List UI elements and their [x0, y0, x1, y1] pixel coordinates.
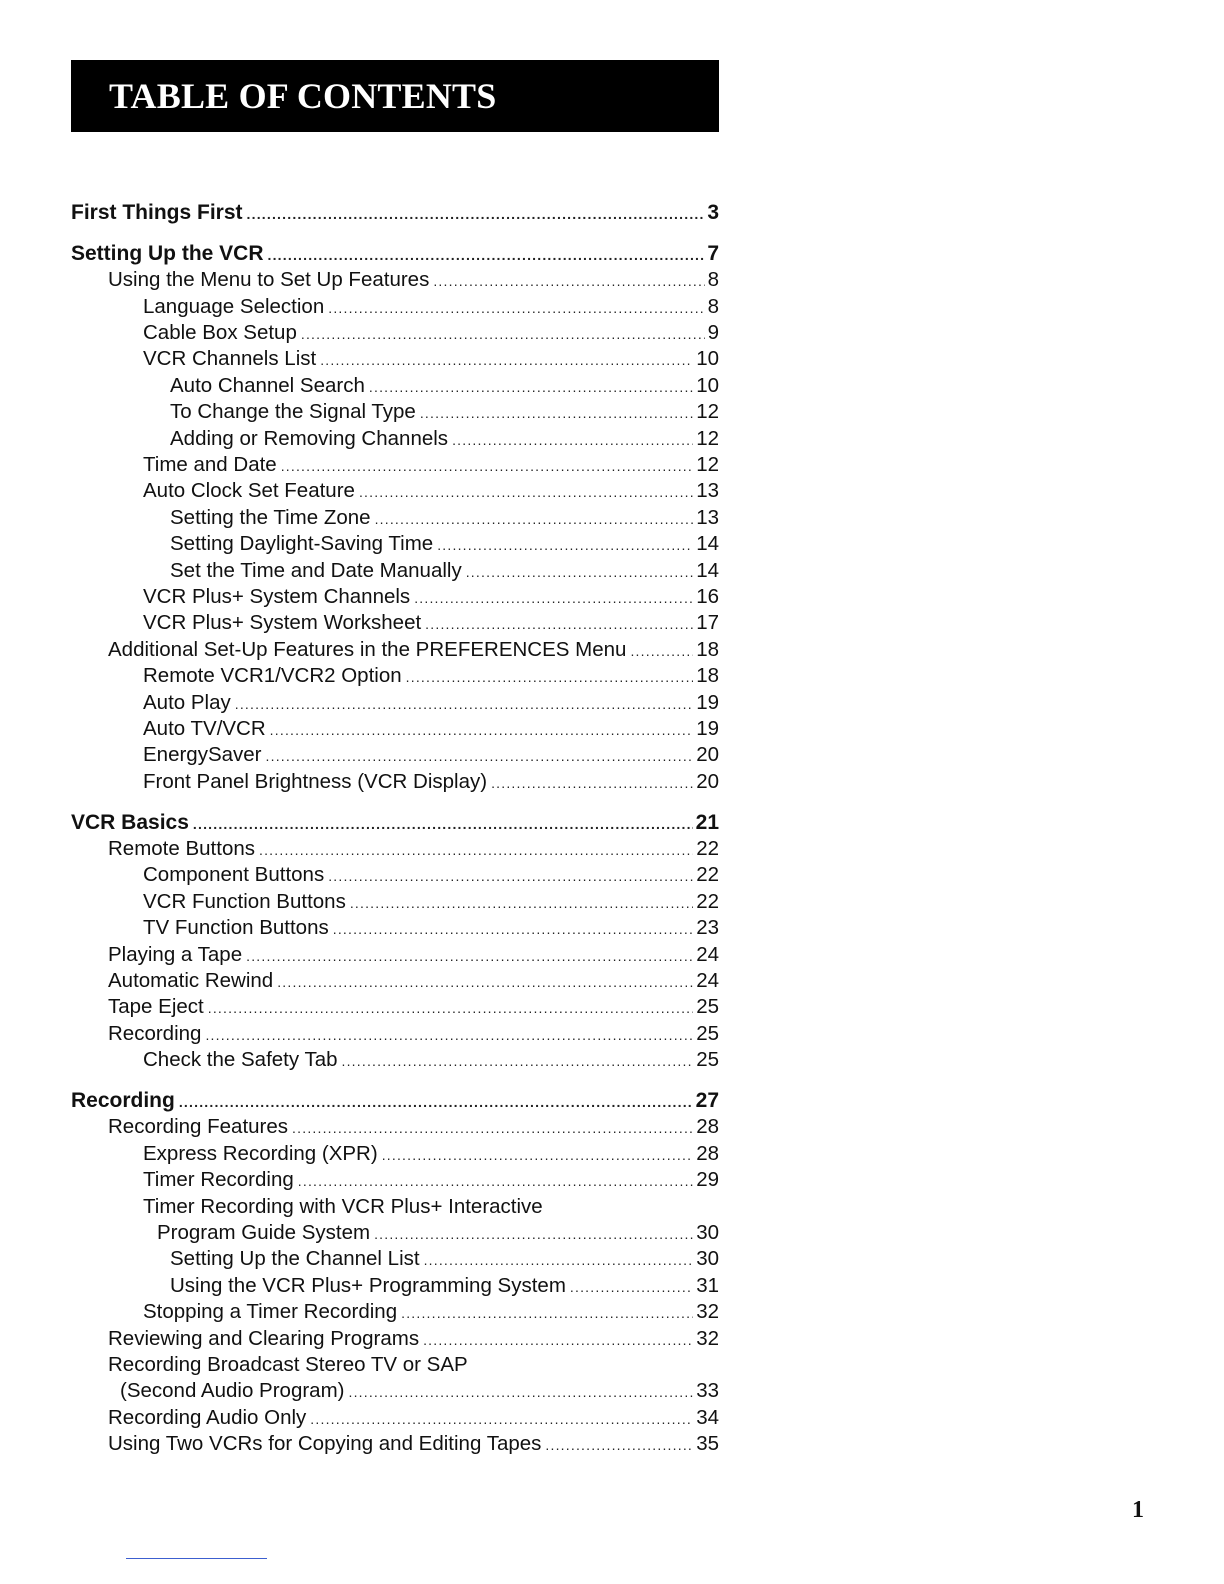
- toc-entry: [71, 1047, 719, 1073]
- toc-entry-page: 24: [696, 968, 719, 992]
- dot-leader: [375, 506, 694, 532]
- toc-entry: [71, 346, 719, 372]
- toc-entry: [71, 531, 719, 557]
- toc-entry-title: Using the Menu to Set Up Features: [108, 268, 430, 292]
- toc-entry: [71, 1194, 719, 1220]
- toc-entry: [71, 942, 719, 968]
- toc-entry: [71, 1167, 719, 1193]
- dot-leader: [247, 201, 705, 227]
- toc-entry-title: (Second Audio Program): [120, 1379, 345, 1403]
- toc-entry-page: 20: [696, 769, 719, 793]
- toc-entry-page: 25: [696, 1048, 719, 1072]
- toc-entry-page: 30: [696, 1220, 719, 1244]
- toc-entry: [71, 742, 719, 768]
- toc-entry: [71, 294, 719, 320]
- toc-entry: [71, 1273, 719, 1299]
- dot-leader: [630, 638, 693, 664]
- dot-leader: [193, 811, 693, 837]
- toc-entry-title: Setting Up the VCR: [71, 241, 264, 265]
- toc-entry-page: 22: [696, 889, 719, 913]
- toc-entry-title: VCR Function Buttons: [143, 889, 346, 913]
- toc-entry-page: 9: [707, 321, 719, 345]
- table-of-contents: [71, 200, 719, 1457]
- toc-entry-title: Check the Safety Tab: [143, 1048, 338, 1072]
- toc-entry-title: Timer Recording: [143, 1168, 294, 1192]
- dot-leader: [298, 1168, 693, 1194]
- toc-entry-title: Automatic Rewind: [108, 968, 274, 992]
- toc-entry-title: Stopping a Timer Recording: [143, 1300, 398, 1324]
- toc-entry: [71, 716, 719, 742]
- toc-entry-title: EnergySaver: [143, 743, 262, 767]
- toc-entry-title: Recording Broadcast Stereo TV or SAP: [108, 1352, 468, 1376]
- dot-leader: [406, 664, 694, 690]
- toc-entry-page: 29: [696, 1168, 719, 1192]
- toc-entry-page: 13: [696, 505, 719, 529]
- toc-entry: [71, 1141, 719, 1167]
- toc-entry-page: 16: [696, 584, 719, 608]
- toc-entry-title: VCR Plus+ System Channels: [143, 584, 411, 608]
- toc-entry-page: 22: [696, 863, 719, 887]
- toc-entry-page: 25: [696, 995, 719, 1019]
- toc-entry: [71, 1405, 719, 1431]
- dot-leader: [277, 969, 693, 995]
- toc-entry-title: Tape Eject: [108, 995, 204, 1019]
- toc-entry-title: VCR Basics: [71, 810, 189, 834]
- toc-entry-page: 28: [696, 1115, 719, 1139]
- toc-entry-page: 18: [696, 637, 719, 661]
- toc-entry: [71, 1326, 719, 1352]
- toc-entry-title: Reviewing and Clearing Programs: [108, 1326, 420, 1350]
- dot-leader: [420, 400, 693, 426]
- toc-entry-title: Timer Recording with VCR Plus+ Interactive: [143, 1194, 543, 1218]
- toc-entry-title: Set the Time and Date Manually: [170, 558, 462, 582]
- toc-entry: [71, 1431, 719, 1457]
- toc-entry-page: 18: [696, 664, 719, 688]
- toc-entry-page: 8: [707, 268, 719, 292]
- dot-leader: [374, 1221, 693, 1247]
- toc-entry-page: 33: [696, 1379, 719, 1403]
- dot-leader: [350, 890, 693, 916]
- toc-entry-title: Playing a Tape: [108, 942, 243, 966]
- dot-leader: [268, 242, 705, 268]
- toc-entry-title: Auto Channel Search: [170, 373, 365, 397]
- dot-leader: [401, 1300, 693, 1326]
- toc-entry-page: 32: [696, 1326, 719, 1350]
- dot-leader: [348, 1379, 693, 1405]
- toc-entry-page: 7: [707, 241, 719, 265]
- toc-entry-title: Auto Play: [143, 690, 231, 714]
- dot-leader: [328, 863, 693, 889]
- dot-leader: [301, 321, 705, 347]
- toc-entry-title: Remote VCR1/VCR2 Option: [143, 664, 402, 688]
- toc-entry: [71, 690, 719, 716]
- toc-entry: [71, 1088, 719, 1114]
- toc-entry-title: Express Recording (XPR): [143, 1141, 378, 1165]
- toc-entry-title: Recording: [71, 1089, 175, 1112]
- dot-leader: [382, 1142, 693, 1168]
- toc-entry: [71, 1220, 719, 1246]
- toc-entry: [71, 663, 719, 689]
- toc-entry: [71, 584, 719, 610]
- toc-entry-page: 23: [696, 916, 719, 940]
- toc-entry-page: 34: [696, 1405, 719, 1429]
- dot-leader: [208, 995, 693, 1021]
- dot-leader: [425, 611, 693, 637]
- toc-entry-page: 10: [696, 373, 719, 397]
- toc-entry-title: Remote Buttons: [108, 836, 255, 860]
- dot-leader: [570, 1274, 693, 1300]
- dot-leader: [359, 479, 693, 505]
- toc-entry: [71, 399, 719, 425]
- toc-entry-page: 32: [696, 1300, 719, 1324]
- dot-leader: [414, 585, 693, 611]
- toc-entry: [71, 862, 719, 888]
- toc-entry-page: 30: [696, 1247, 719, 1271]
- toc-entry-page: 13: [696, 479, 719, 503]
- dot-leader: [205, 1022, 693, 1048]
- toc-entry: [71, 505, 719, 531]
- toc-entry-page: 28: [696, 1141, 719, 1165]
- dot-leader: [266, 743, 694, 769]
- toc-entry: [71, 1021, 719, 1047]
- dot-leader: [333, 916, 693, 942]
- toc-entry: [71, 889, 719, 915]
- toc-entry-title: Setting Daylight-Saving Time: [170, 532, 434, 556]
- toc-entry-title: Component Buttons: [143, 863, 325, 887]
- toc-entry-title: Recording: [108, 1021, 202, 1045]
- page-number: 1: [1132, 1497, 1144, 1523]
- dot-leader: [433, 268, 704, 294]
- toc-entry-title: Setting the Time Zone: [170, 505, 371, 529]
- toc-entry: [71, 1114, 719, 1140]
- dot-leader: [545, 1432, 693, 1458]
- toc-entry-title: Setting Up the Channel List: [170, 1247, 420, 1271]
- dot-leader: [424, 1247, 694, 1273]
- toc-entry: [71, 320, 719, 346]
- toc-entry-page: 19: [696, 716, 719, 740]
- toc-entry: [71, 769, 719, 795]
- dot-leader: [292, 1115, 693, 1141]
- dot-leader: [246, 943, 693, 969]
- dot-leader: [310, 1406, 693, 1432]
- toc-entry-page: 10: [696, 347, 719, 371]
- toc-entry-page: 22: [696, 836, 719, 860]
- toc-entry: [71, 1378, 719, 1404]
- toc-entry-page: 35: [696, 1432, 719, 1456]
- toc-entry-title: Recording Audio Only: [108, 1405, 307, 1429]
- toc-entry-title: To Change the Signal Type: [170, 400, 416, 424]
- toc-entry-title: Time and Date: [143, 453, 277, 477]
- toc-entry: [71, 426, 719, 452]
- footer-rule: [126, 1558, 267, 1559]
- dot-leader: [235, 691, 693, 717]
- toc-entry-title: VCR Plus+ System Worksheet: [143, 611, 422, 635]
- toc-entry-title: Additional Set-Up Features in the PREFERENCES Menu: [108, 637, 627, 661]
- toc-entry: [71, 267, 719, 293]
- dot-leader: [423, 1327, 693, 1353]
- toc-entry-title: Adding or Removing Channels: [170, 426, 449, 450]
- toc-entry-title: TV Function Buttons: [143, 916, 329, 940]
- toc-entry: [71, 1352, 719, 1378]
- toc-entry: [71, 836, 719, 862]
- toc-entry-title: Auto Clock Set Feature: [143, 479, 355, 503]
- dot-leader: [259, 837, 693, 863]
- toc-entry-page: 8: [707, 294, 719, 318]
- dot-leader: [466, 559, 693, 585]
- toc-banner: [71, 60, 719, 132]
- toc-entry: [71, 810, 719, 836]
- toc-entry: [71, 373, 719, 399]
- toc-entry-page: 25: [696, 1021, 719, 1045]
- toc-entry-page: 14: [696, 558, 719, 582]
- dot-leader: [281, 453, 693, 479]
- toc-entry-page: 19: [696, 690, 719, 714]
- toc-entry-title: First Things First: [71, 201, 243, 224]
- dot-leader: [369, 374, 693, 400]
- dot-leader: [452, 427, 693, 453]
- dot-leader: [320, 347, 693, 373]
- toc-entry: [71, 968, 719, 994]
- toc-entry-title: VCR Channels List: [143, 347, 317, 371]
- toc-entry-page: 20: [696, 743, 719, 767]
- dot-leader: [437, 532, 693, 558]
- toc-entry-title: Cable Box Setup: [143, 321, 297, 345]
- dot-leader: [328, 295, 704, 321]
- toc-entry-page: 17: [696, 611, 719, 635]
- toc-entry: [71, 452, 719, 478]
- toc-entry-title: Using Two VCRs for Copying and Editing Tapes: [108, 1432, 542, 1456]
- toc-entry-page: 14: [696, 532, 719, 556]
- toc-entry-page: 21: [695, 810, 719, 834]
- toc-entry: [71, 915, 719, 941]
- toc-entry-page: 12: [696, 426, 719, 450]
- toc-entry-page: 24: [696, 942, 719, 966]
- toc-entry: [71, 994, 719, 1020]
- toc-entry-title: Recording Features: [108, 1115, 289, 1139]
- toc-entry: [71, 241, 719, 267]
- toc-entry: [71, 1299, 719, 1325]
- toc-entry-title: Using the VCR Plus+ Programming System: [170, 1273, 566, 1297]
- toc-entry: [71, 610, 719, 636]
- toc-entry-page: 27: [695, 1089, 719, 1112]
- dot-leader: [342, 1048, 694, 1074]
- toc-entry-title: Auto TV/VCR: [143, 716, 266, 740]
- toc-entry: [71, 558, 719, 584]
- toc-entry-title: Front Panel Brightness (VCR Display): [143, 769, 488, 793]
- toc-entry-page: 3: [707, 201, 719, 224]
- toc-entry: [71, 200, 719, 226]
- toc-entry-page: 12: [696, 453, 719, 477]
- page-title: TABLE OF CONTENTS: [109, 76, 497, 116]
- dot-leader: [270, 717, 694, 743]
- toc-entry: [71, 478, 719, 504]
- toc-entry: [71, 1246, 719, 1272]
- toc-entry: [71, 637, 719, 663]
- toc-entry-title: Program Guide System: [157, 1220, 371, 1244]
- dot-leader: [491, 770, 693, 796]
- toc-entry-title: Language Selection: [143, 294, 325, 318]
- toc-entry-page: 12: [696, 400, 719, 424]
- toc-entry-page: 31: [696, 1273, 719, 1297]
- dot-leader: [179, 1089, 693, 1115]
